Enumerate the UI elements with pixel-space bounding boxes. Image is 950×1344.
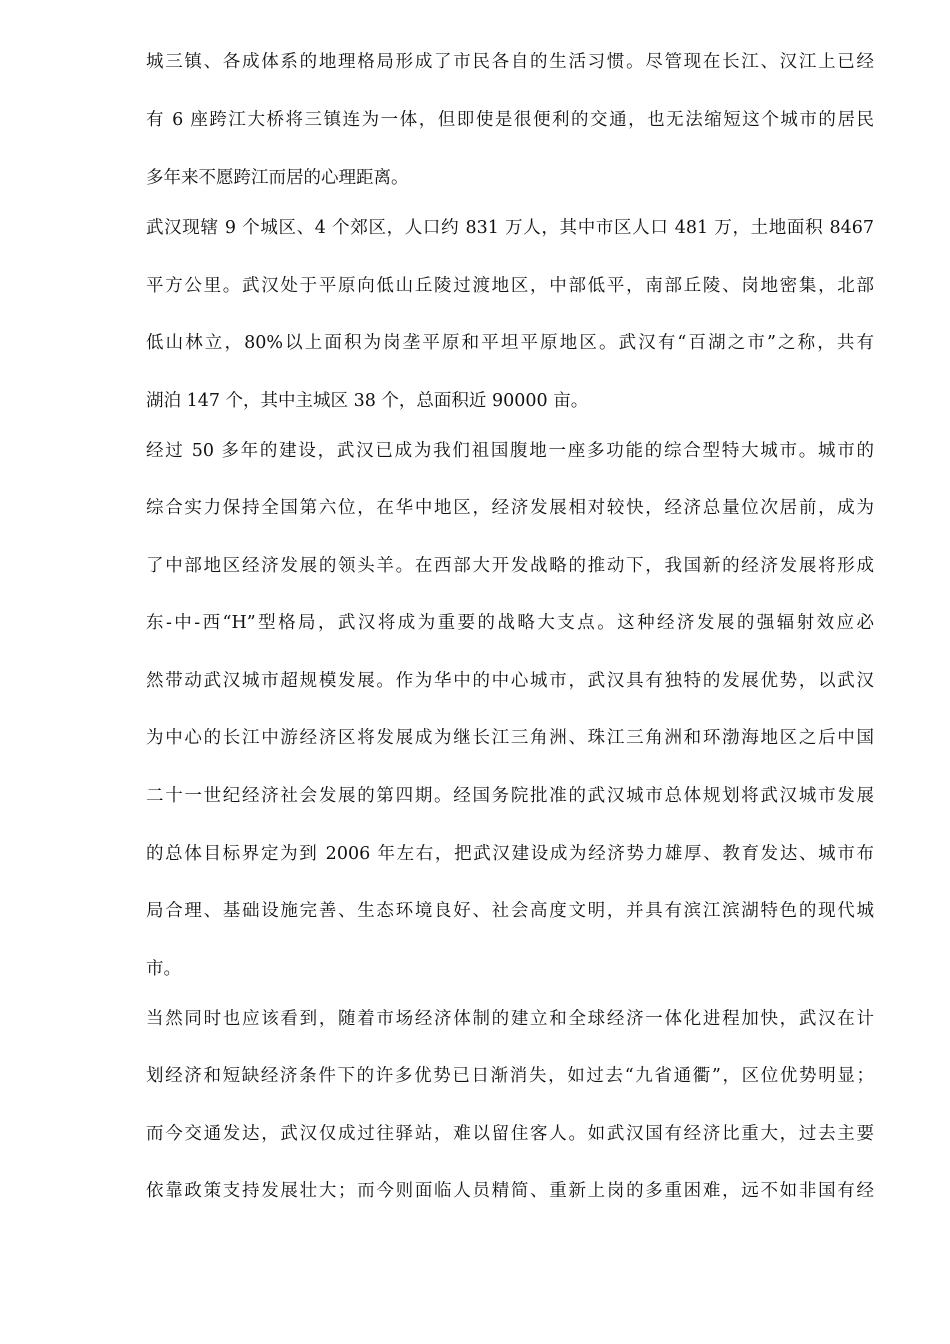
text-line: 为中心的长江中游经济区将发展成为继长江三角洲、珠江三角洲和环渤海地区之后中国	[146, 728, 874, 748]
text-line: 平方公里。武汉处于平原向低山丘陵过渡地区，中部低平，南部丘陵、岗地密集，北部	[146, 276, 874, 296]
text-line: 经过 50 多年的建设，武汉已成为我们祖国腹地一座多功能的综合型特大城市。城市的	[146, 441, 874, 461]
text-line: 湖泊 147 个，其中主城区 38 个，总面积近 90000 亩。	[146, 391, 589, 411]
text-line: 的总体目标界定为到 2006 年左右，把武汉建设成为经济势力雄厚、教育发达、城市布	[146, 844, 874, 864]
text-line: 局合理、基础设施完善、生态环境良好、社会高度文明，并具有滨江滨湖特色的现代城	[146, 901, 874, 921]
text-line: 综合实力保持全国第六位，在华中地区，经济发展相对较快，经济总量位次居前，成为	[146, 498, 874, 518]
text-line: 有 6 座跨江大桥将三镇连为一体，但即使是很便利的交通，也无法缩短这个城市的居民	[146, 110, 874, 130]
text-line: 划经济和短缺经济条件下的许多优势已日渐消失，如过去“九省通衢”，区位优势明显；	[146, 1066, 874, 1086]
text-line: 东-中-西“H”型格局，武汉将成为重要的战略大支点。这种经济发展的强辐射效应必	[146, 613, 874, 633]
text-line: 了中部地区经济发展的领头羊。在西部大开发战略的推动下，我国新的经济发展将形成	[146, 556, 874, 576]
text-line: 低山林立，80%以上面积为岗垄平原和平坦平原地区。武汉有“百湖之市”之称，共有	[146, 333, 874, 353]
text-line: 城三镇、各成体系的地理格局形成了市民各自的生活习惯。尽管现在长江、汉江上已经	[146, 52, 874, 72]
text-line: 而今交通发达，武汉仅成过往驿站，难以留住客人。如武汉国有经济比重大，过去主要	[146, 1124, 874, 1144]
text-line: 二十一世纪经济社会发展的第四期。经国务院批准的武汉城市总体规划将武汉城市发展	[146, 786, 874, 806]
text-line: 然带动武汉城市超规模发展。作为华中的中心城市，武汉具有独特的发展优势，以武汉	[146, 671, 874, 691]
text-line: 当然同时也应该看到，随着市场经济体制的建立和全球经济一体化进程加快，武汉在计	[146, 1009, 874, 1029]
text-line: 市。	[146, 959, 181, 979]
text-line: 武汉现辖 9 个城区、4 个郊区，人口约 831 万人，其中市区人口 481 万，土地面积 8467	[146, 218, 874, 238]
text-line: 依靠政策支持发展壮大；而今则面临人员精简、重新上岗的多重困难，远不如非国有经	[146, 1181, 874, 1201]
text-line: 多年来不愿跨江而居的心理距离。	[146, 168, 409, 188]
